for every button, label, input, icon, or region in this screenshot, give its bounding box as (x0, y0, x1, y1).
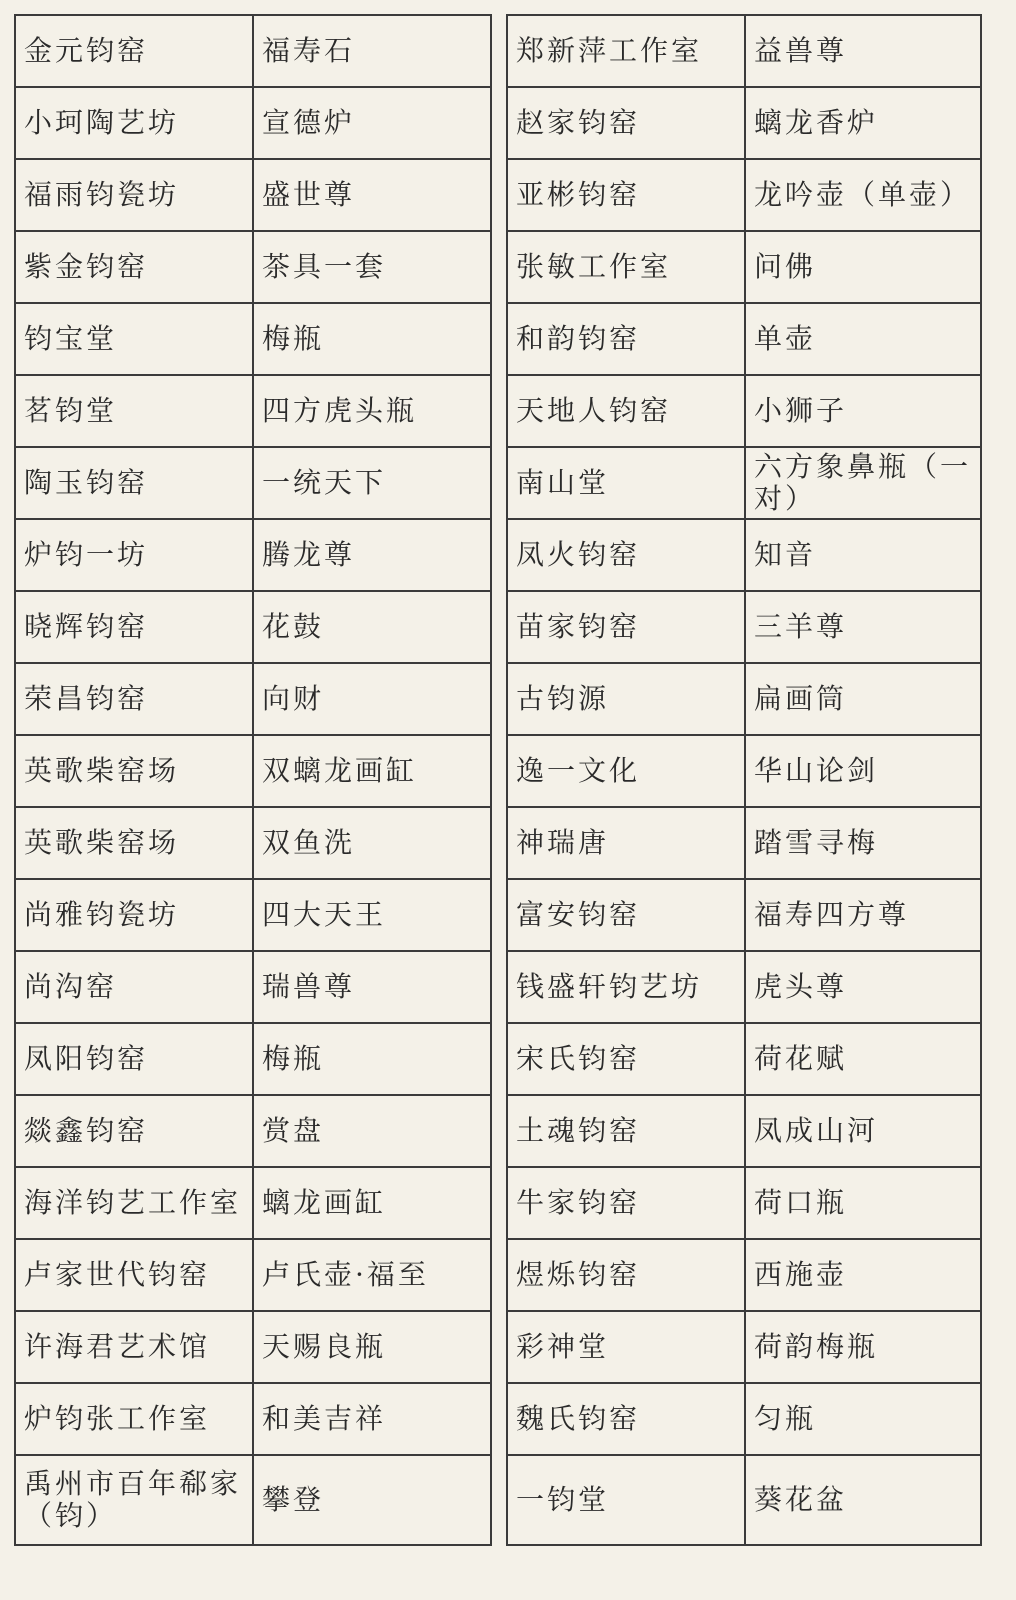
work-title-cell: 瑞兽尊 (253, 951, 491, 1023)
table-row (507, 591, 981, 663)
work-title-cell: 小狮子 (745, 375, 981, 447)
work-title-cell: 问佛 (745, 231, 981, 303)
table-row (507, 735, 981, 807)
table-row (15, 519, 491, 591)
studio-name-cell: 煜烁钧窑 (507, 1239, 745, 1311)
table-row (15, 1167, 491, 1239)
work-title-cell: 荷口瓶 (745, 1167, 981, 1239)
work-title-cell: 赏盘 (253, 1095, 491, 1167)
studio-name-cell: 钧宝堂 (15, 303, 253, 375)
studio-name-cell: 亚彬钧窑 (507, 159, 745, 231)
work-title-cell: 龙吟壶（单壶） (745, 159, 981, 231)
work-title-cell: 凤成山河 (745, 1095, 981, 1167)
work-title-cell: 和美吉祥 (253, 1383, 491, 1455)
table-row (507, 1383, 981, 1455)
work-title-cell: 福寿四方尊 (745, 879, 981, 951)
studio-name-cell: 荣昌钧窑 (15, 663, 253, 735)
table-row (15, 1311, 491, 1383)
table-row (15, 447, 491, 519)
studio-name-cell: 禹州市百年郗家（钧） (15, 1455, 253, 1545)
work-title-cell: 四大天王 (253, 879, 491, 951)
studio-name-cell: 晓辉钧窑 (15, 591, 253, 663)
table-row (15, 951, 491, 1023)
table-row (15, 1023, 491, 1095)
table-row (15, 231, 491, 303)
studio-name-cell: 凤火钧窑 (507, 519, 745, 591)
table-row (15, 15, 491, 87)
studio-name-cell: 魏氏钧窑 (507, 1383, 745, 1455)
studio-name-cell: 和韵钧窑 (507, 303, 745, 375)
table-row (15, 1239, 491, 1311)
work-title-cell: 双鱼洗 (253, 807, 491, 879)
table-row (507, 1239, 981, 1311)
studio-name-cell: 小珂陶艺坊 (15, 87, 253, 159)
work-title-cell: 卢氏壶·福至 (253, 1239, 491, 1311)
work-title-cell: 螭龙画缸 (253, 1167, 491, 1239)
work-title-cell: 荷韵梅瓶 (745, 1311, 981, 1383)
studio-name-cell: 赵家钧窑 (507, 87, 745, 159)
studio-name-cell: 茗钧堂 (15, 375, 253, 447)
table-row (507, 1095, 981, 1167)
studio-name-cell: 富安钧窑 (507, 879, 745, 951)
studio-name-cell: 天地人钧窑 (507, 375, 745, 447)
studio-name-cell: 苗家钧窑 (507, 591, 745, 663)
studio-name-cell: 海洋钧艺工作室 (15, 1167, 253, 1239)
table-row (15, 591, 491, 663)
studio-name-cell: 英歌柴窑场 (15, 807, 253, 879)
work-title-cell: 华山论剑 (745, 735, 981, 807)
studio-name-cell: 古钧源 (507, 663, 745, 735)
work-title-cell: 攀登 (253, 1455, 491, 1545)
work-title-cell: 梅瓶 (253, 303, 491, 375)
right-table (506, 14, 982, 1546)
studio-name-cell: 神瑞唐 (507, 807, 745, 879)
left-table (14, 14, 492, 1546)
table-row (15, 879, 491, 951)
table-row (507, 879, 981, 951)
studio-name-cell: 牛家钧窑 (507, 1167, 745, 1239)
work-title-cell: 花鼓 (253, 591, 491, 663)
work-title-cell: 三羊尊 (745, 591, 981, 663)
table-row (15, 807, 491, 879)
work-title-cell: 腾龙尊 (253, 519, 491, 591)
studio-name-cell: 燚鑫钧窑 (15, 1095, 253, 1167)
table-row (15, 303, 491, 375)
studio-name-cell: 郑新萍工作室 (507, 15, 745, 87)
studio-name-cell: 尚雅钧瓷坊 (15, 879, 253, 951)
table-row (15, 1383, 491, 1455)
studio-name-cell: 一钧堂 (507, 1455, 745, 1545)
table-row (507, 1311, 981, 1383)
work-title-cell: 福寿石 (253, 15, 491, 87)
table-row (15, 159, 491, 231)
table-row (507, 303, 981, 375)
work-title-cell: 双螭龙画缸 (253, 735, 491, 807)
studio-name-cell: 逸一文化 (507, 735, 745, 807)
table-row (507, 159, 981, 231)
work-title-cell: 虎头尊 (745, 951, 981, 1023)
table-row (15, 1095, 491, 1167)
work-title-cell: 向财 (253, 663, 491, 735)
table-row (507, 1167, 981, 1239)
studio-name-cell: 陶玉钧窑 (15, 447, 253, 519)
table-row (507, 447, 981, 519)
work-title-cell: 天赐良瓶 (253, 1311, 491, 1383)
studio-name-cell: 南山堂 (507, 447, 745, 519)
studio-name-cell: 凤阳钧窑 (15, 1023, 253, 1095)
work-title-cell: 四方虎头瓶 (253, 375, 491, 447)
studio-name-cell: 炉钧一坊 (15, 519, 253, 591)
studio-name-cell: 钱盛轩钧艺坊 (507, 951, 745, 1023)
work-title-cell: 盛世尊 (253, 159, 491, 231)
work-title-cell: 荷花赋 (745, 1023, 981, 1095)
studio-name-cell: 卢家世代钧窑 (15, 1239, 253, 1311)
work-title-cell: 踏雪寻梅 (745, 807, 981, 879)
studio-name-cell: 彩神堂 (507, 1311, 745, 1383)
table-row (15, 663, 491, 735)
table-row (15, 87, 491, 159)
table-row (507, 951, 981, 1023)
studio-name-cell: 许海君艺术馆 (15, 1311, 253, 1383)
work-title-cell: 一统天下 (253, 447, 491, 519)
work-title-cell: 扁画筒 (745, 663, 981, 735)
left-table-body (15, 15, 491, 1545)
studio-name-cell: 尚沟窑 (15, 951, 253, 1023)
work-title-cell: 六方象鼻瓶（一对） (745, 447, 981, 519)
work-title-cell: 螭龙香炉 (745, 87, 981, 159)
studio-name-cell: 炉钧张工作室 (15, 1383, 253, 1455)
work-title-cell: 西施壶 (745, 1239, 981, 1311)
table-row (15, 1455, 491, 1545)
table-row (15, 375, 491, 447)
table-row (507, 375, 981, 447)
studio-name-cell: 紫金钧窑 (15, 231, 253, 303)
table-row (15, 735, 491, 807)
table-row (507, 807, 981, 879)
table-row (507, 1023, 981, 1095)
work-title-cell: 匀瓶 (745, 1383, 981, 1455)
work-title-cell: 单壶 (745, 303, 981, 375)
work-title-cell: 茶具一套 (253, 231, 491, 303)
work-title-cell: 宣德炉 (253, 87, 491, 159)
table-row (507, 1455, 981, 1545)
work-title-cell: 知音 (745, 519, 981, 591)
studio-name-cell: 英歌柴窑场 (15, 735, 253, 807)
table-row (507, 15, 981, 87)
studio-name-cell: 金元钧窑 (15, 15, 253, 87)
studio-name-cell: 福雨钧瓷坊 (15, 159, 253, 231)
table-row (507, 87, 981, 159)
work-title-cell: 益兽尊 (745, 15, 981, 87)
work-title-cell: 葵花盆 (745, 1455, 981, 1545)
work-title-cell: 梅瓶 (253, 1023, 491, 1095)
table-row (507, 231, 981, 303)
studio-name-cell: 宋氏钧窑 (507, 1023, 745, 1095)
right-table-body (507, 15, 981, 1545)
table-row (507, 663, 981, 735)
studio-name-cell: 土魂钧窑 (507, 1095, 745, 1167)
table-row (507, 519, 981, 591)
studio-name-cell: 张敏工作室 (507, 231, 745, 303)
